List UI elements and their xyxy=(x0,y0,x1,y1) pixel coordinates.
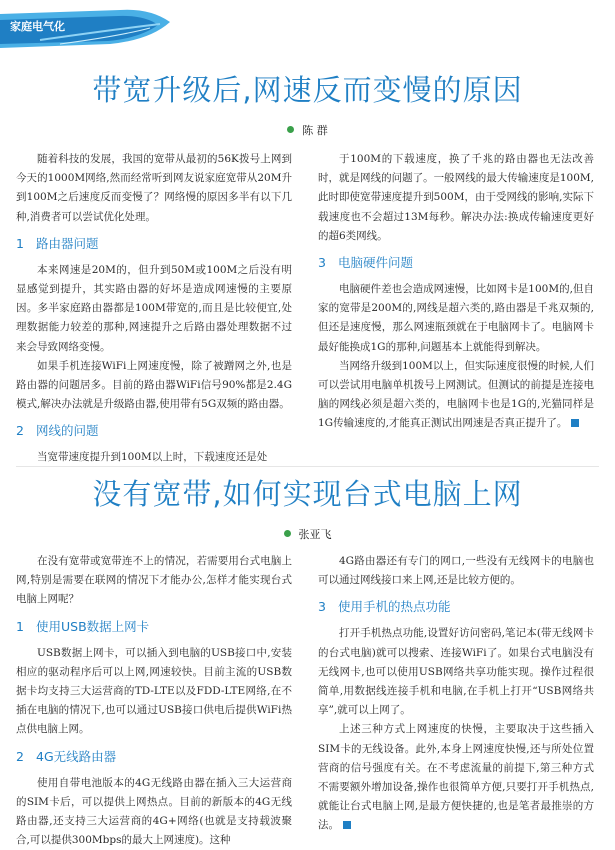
paragraph: 本来网速是20M的，但升到50M或100M之后没有明显感觉到提升，其实路由器的好坏是造成网速慢的主要原因。多半家庭路由器都是100M带宽的,而且是比较便宜,处理数据能力较差的那种,网速提升之后路由器处理数据不过来会导致网络变慢。 xyxy=(16,263,292,353)
article2-left-column xyxy=(16,552,292,850)
section-header xyxy=(0,0,615,50)
section-heading: 2 4G无线路由器 xyxy=(16,748,117,764)
paragraph: 随着科技的发展，我国的宽带从最初的56K拨号上网到今天的1000M网络,然而经常听到网友说家庭宽带从20M升到100M之后速度反而变慢了？网络慢的原因多半有以下几种,消费者可以尝试优化处理。 xyxy=(16,153,292,223)
section-heading: 3 使用手机的热点功能 xyxy=(318,599,451,615)
section-heading: 2 网线的问题 xyxy=(16,423,99,439)
article1-author: 陈 群 xyxy=(302,124,328,137)
section-label: 家庭电气化 xyxy=(10,20,65,33)
article2-author: 张亚飞 xyxy=(298,528,332,541)
paragraph: 于100M的下载速度，换了千兆的路由器也无法改善时，就是网线的问题了。一般网线的最大传输速度是100M,此时即使宽带速度提升到500M，由于受网线的影响,实际下载速度也不会超过13M每秒。解决办法:换成传输速度更好的超6类网线。 xyxy=(318,153,594,242)
paragraph: 如果手机连接WiFi上网速度慢，除了被蹭网之外,也是路由器的问题居多。目前的路由器WiFi信号90%都是2.4G模式,解决办法就是升级路由器,使用带有5G双频的路由器。 xyxy=(16,359,292,411)
header-wave-graphic xyxy=(0,0,615,50)
article2-byline xyxy=(0,526,615,542)
article1-right-column xyxy=(318,150,594,434)
end-mark-icon xyxy=(343,821,351,829)
paragraph: 电脑硬件差也会造成网速慢，比如网卡是100M的,但自家的宽带是200M的,网线是超六类的,路由器是千兆双频的,但还是速度慢，那么网速瓶颈就在于电脑网卡了。电脑网卡最好能换成1G的那种,问题基本上就能得到解决。 xyxy=(318,283,594,353)
paragraph: 当网络升级到100M以上，但实际速度很慢的时候,人们可以尝试用电脑单机拨号上网测试。但测试的前提是连接电脑的网线必须是超六类的，电脑网卡也是1G的,光猫同样是1G传输速度的,才能真正测试出网速是否真正提升了。 xyxy=(318,359,594,430)
bullet-dot-icon xyxy=(287,126,294,133)
article1-title: 带宽升级后,网速反而变慢的原因 xyxy=(92,73,523,107)
paragraph: 在没有宽带或宽带连不上的情况，若需要用台式电脑上网,特别是需要在联网的情况下才能办公,怎样才能实现台式电脑上网呢？ xyxy=(16,555,292,606)
paragraph: 使用自带电池版本的4G无线路由器在插入三大运营商的SIM卡后，可以提供上网热点。目前的新版本的4G无线路由器,还支持三大运营商的4G+网络(也就是支持载波聚合,可以提供300Mbps的最大上网速度)。这种 xyxy=(16,776,292,847)
article2-title: 没有宽带,如何实现台式电脑上网 xyxy=(92,477,523,511)
section-heading: 1 路由器问题 xyxy=(16,235,99,251)
paragraph: 当宽带速度提升到100M以上时，下载速度还是处 xyxy=(37,451,268,464)
article1-byline xyxy=(0,122,615,138)
divider xyxy=(16,466,599,467)
paragraph: USB数据上网卡，可以插入到电脑的USB接口中,安装相应的驱动程序后可以上网,网速较快。目前主流的USB数据卡均支持三大运营商的TD-LTE以及FDD-LTE网络,在不插在电脑的情况下,也可以通过USB接口供电后提供WiFi热点供电脑上网。 xyxy=(16,646,292,736)
paragraph: 4G路由器还有专门的网口,一些没有无线网卡的电脑也可以通过网线接口来上网,还是比较方便的。 xyxy=(318,555,594,587)
bullet-dot-icon xyxy=(284,530,291,537)
article1-left-column xyxy=(16,150,292,468)
section-heading: 1 使用USB数据上网卡 xyxy=(16,618,150,634)
paragraph: 打开手机热点功能,设置好访问密码,笔记本(带无线网卡的台式电脑)就可以搜索、连接WiFi了。如果台式电脑没有无线网卡,也可以使用USB网络共享功能实现。操作过程很简单,用数据线连接手机和电脑,在手机上打开“USB网络共享”,就可以上网了。 xyxy=(318,627,594,717)
end-mark-icon xyxy=(571,419,579,427)
paragraph: 上述三种方式上网速度的快慢，主要取决于这些插入SIM卡的无线设备。此外,本身上网速度快慢,还与所处位置营商的信号强度有关。在不考虑流量的前提下,第三种方式不需要额外增加设备,操作也很简单方便,只要打开手机热点,就能让台式电脑上网,是最方便快捷的,也是笔者最推崇的方法。 xyxy=(318,723,594,832)
section-heading: 3 电脑硬件问题 xyxy=(318,255,414,271)
article2-right-column xyxy=(318,552,594,836)
